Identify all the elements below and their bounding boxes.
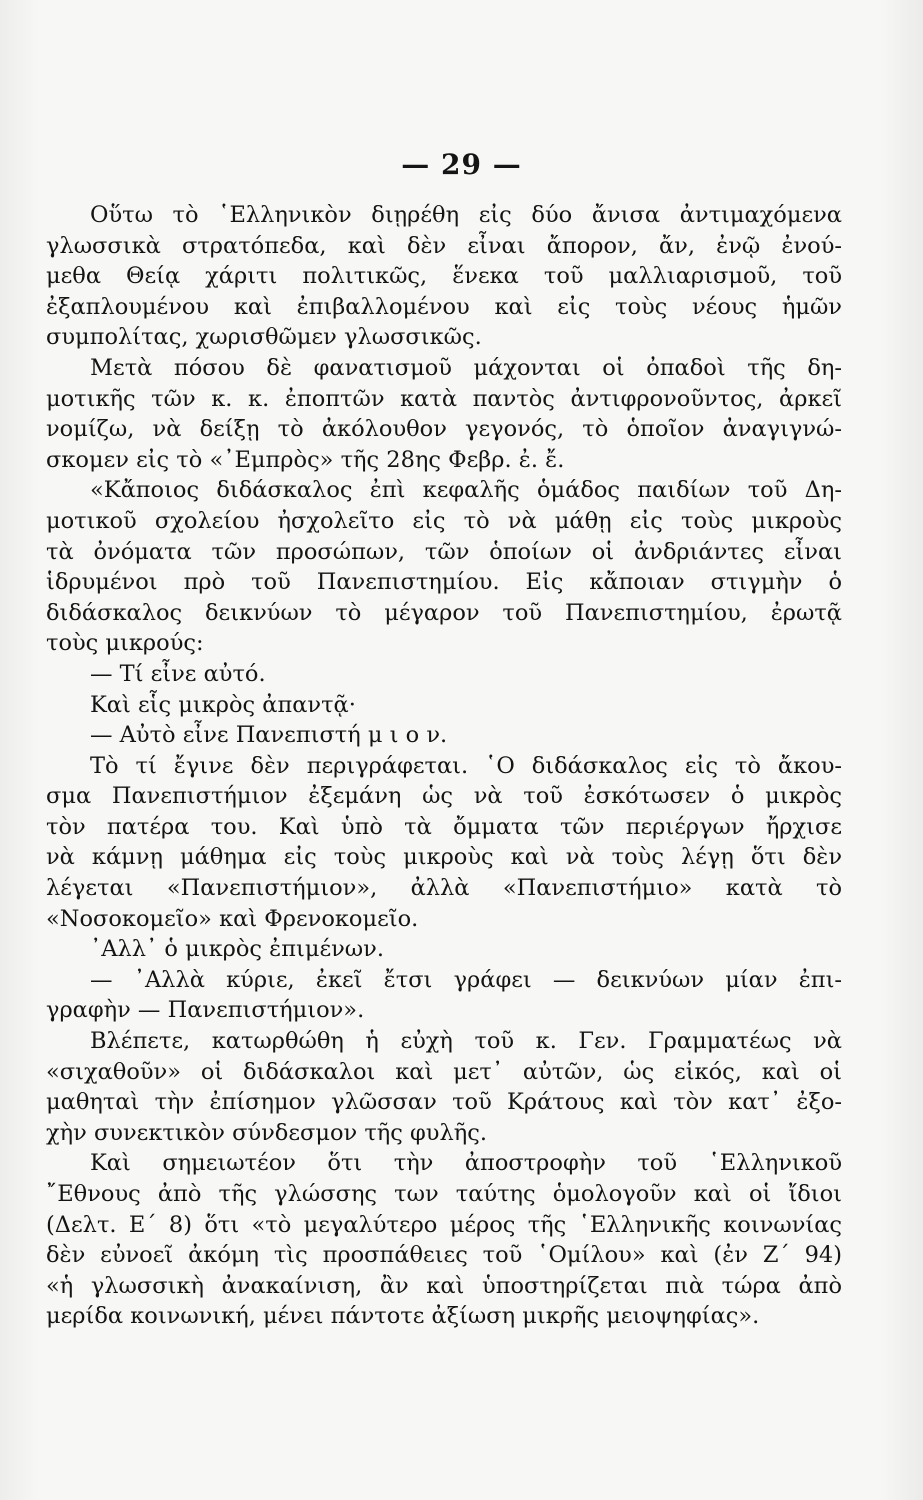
text-line: σμα Πανεπιστήμιον ἐξεμάνη ὡς νὰ τοῦ ἐσκότωσεν ὁ μικρὸς <box>46 783 842 810</box>
text-line: χὴν συνεκτικὸν σύνδεσμον τῆς φυλῆς. <box>46 1119 487 1146</box>
text-line: «σιχαθοῦν» οἱ διδάσκαλοι καὶ μετ᾽ αὐτῶν, ὡς εἰκός, καὶ οἱ <box>46 1058 842 1085</box>
text-line: μερίδα κοινωνική, μένει πάντοτε ἀξίωση μικρῆς μειοψηφίας». <box>46 1303 760 1330</box>
text-line: μαθηταὶ τὴν ἐπίσημον γλῶσσαν τοῦ Κράτους καὶ τὸν κατ᾽ ἐξο- <box>46 1089 842 1116</box>
text-line: διδάσκαλος δεικνύων τὸ μέγαρον τοῦ Πανεπιστημίου, ἐρωτᾷ <box>46 599 842 626</box>
text-line: ῎Εθνους ἀπὸ τῆς γλώσσης των ταύτης ὁμολογοῦν καὶ οἱ ἴδιοι <box>46 1181 842 1207</box>
text-line: τὸν πατέρα του. Καὶ ὑπὸ τὰ ὄμματα τῶν περιέργων ἤρχισε <box>46 813 842 840</box>
text-line: Βλέπετε, κατωρθώθη ἡ εὐχὴ τοῦ κ. Γεν. Γραμματέως νὰ <box>90 1028 842 1055</box>
text-line: ἐξαπλουμένου καὶ ἐπιβαλλομένου καὶ εἰς τοὺς νέους ἡμῶν <box>46 293 842 320</box>
text-line: γραφὴν — Πανεπιστήμιον». <box>46 997 365 1024</box>
text-line: ᾽Αλλ᾽ ὁ μικρὸς ἐπιμένων. <box>90 936 384 963</box>
text-line: νὰ κάμνῃ μάθημα εἰς τοὺς μικροὺς καὶ νὰ τοὺς λέγῃ ὅτι δὲν <box>46 844 842 871</box>
text-line: γλωσσικὰ στρατόπεδα, καὶ δὲν εἶναι ἄπορον, ἄν, ἐνῷ ἐνού- <box>46 232 842 259</box>
text-line: Τὸ τί ἔγινε δὲν περιγράφεται. ῾Ο διδάσκαλος εἰς τὸ ἄκου- <box>90 752 842 779</box>
text-line: «ἡ γλωσσικὴ ἀνακαίνιση, ἂν καὶ ὑποστηρίζεται πιὰ τώρα ἀπὸ <box>46 1272 842 1299</box>
text-line: «Νοσοκομεῖο» καὶ Φρενοκομεῖο. <box>46 905 419 932</box>
text-line: δὲν εὐνοεῖ ἀκόμη τὶς προσπάθειες τοῦ ῾Ομίλου» καὶ (ἐν Ζ´ 94) <box>46 1242 842 1269</box>
text-line: νομίζω, νὰ δείξῃ τὸ ἀκόλουθον γεγονός, τὸ ὁποῖον ἀναγιγνώ- <box>46 416 842 443</box>
text-line: Μετὰ πόσου δὲ φανατισμοῦ μάχονται οἱ ὀπαδοὶ τῆς δη- <box>90 354 842 381</box>
page-number: — 29 — <box>401 148 522 181</box>
text-line: σκομεν εἰς τὸ «᾽Εμπρὸς» τῆς 28ης Φεβρ. ἐ. ἔ. <box>46 446 565 473</box>
text-line: — Τί εἶνε αὐτό. <box>90 660 266 687</box>
text-line: — Αὐτὸ εἶνε Πανεπιστή μ ι ο ν. <box>90 722 448 749</box>
text-line: Οὕτω τὸ ῾Ελληνικὸν διῃρέθη εἰς δύο ἄνισα ἀντιμαχόμενα <box>90 202 842 228</box>
text-line: ἱδρυμένοι πρὸ τοῦ Πανεπιστημίου. Εἰς κἄποιαν στιγμὴν ὁ <box>46 569 842 596</box>
text-line: συμπολίτας, χωρισθῶμεν γλωσσικῶς. <box>46 324 482 351</box>
text-line: τοὺς μικρούς: <box>46 630 204 657</box>
text-line: «Κἄποιος διδάσκαλος ἐπὶ κεφαλῆς ὁμάδος παιδίων τοῦ Δη- <box>90 477 842 504</box>
text-line: — ᾽Αλλὰ κύριε, ἐκεῖ ἔτσι γράφει — δεικνύων μίαν ἐπι- <box>90 966 842 993</box>
text-line: μοτικοῦ σχολείου ἠσχολεῖτο εἰς τὸ νὰ μάθῃ εἰς τοὺς μικροὺς <box>46 507 842 534</box>
text-line: Καὶ εἷς μικρὸς ἀπαντᾷ· <box>90 691 356 718</box>
text-line: μοτικῆς τῶν κ. κ. ἐποπτῶν κατὰ παντὸς ἀντιφρονοῦντος, ἀρκεῖ <box>46 385 842 412</box>
text-line: (Δελτ. Ε´ 8) ὅτι «τὸ μεγαλύτερο μέρος τῆς ῾Ελληνικῆς κοινωνίας <box>46 1211 842 1238</box>
text-line: Καὶ σημειωτέον ὅτι τὴν ἀποστροφὴν τοῦ ῾Ελληνικοῦ <box>90 1150 842 1177</box>
text-line: τὰ ὀνόματα τῶν προσώπων, τῶν ὁποίων οἱ ἀνδριάντες εἶναι <box>46 538 842 565</box>
text-line: μεθα Θείᾳ χάριτι πολιτικῶς, ἕνεκα τοῦ μαλλιαρισμοῦ, τοῦ <box>46 263 842 290</box>
body-text <box>46 200 842 1332</box>
text-line: λέγεται «Πανεπιστήμιον», ἀλλὰ «Πανεπιστήμιο» κατὰ τὸ <box>46 875 842 902</box>
